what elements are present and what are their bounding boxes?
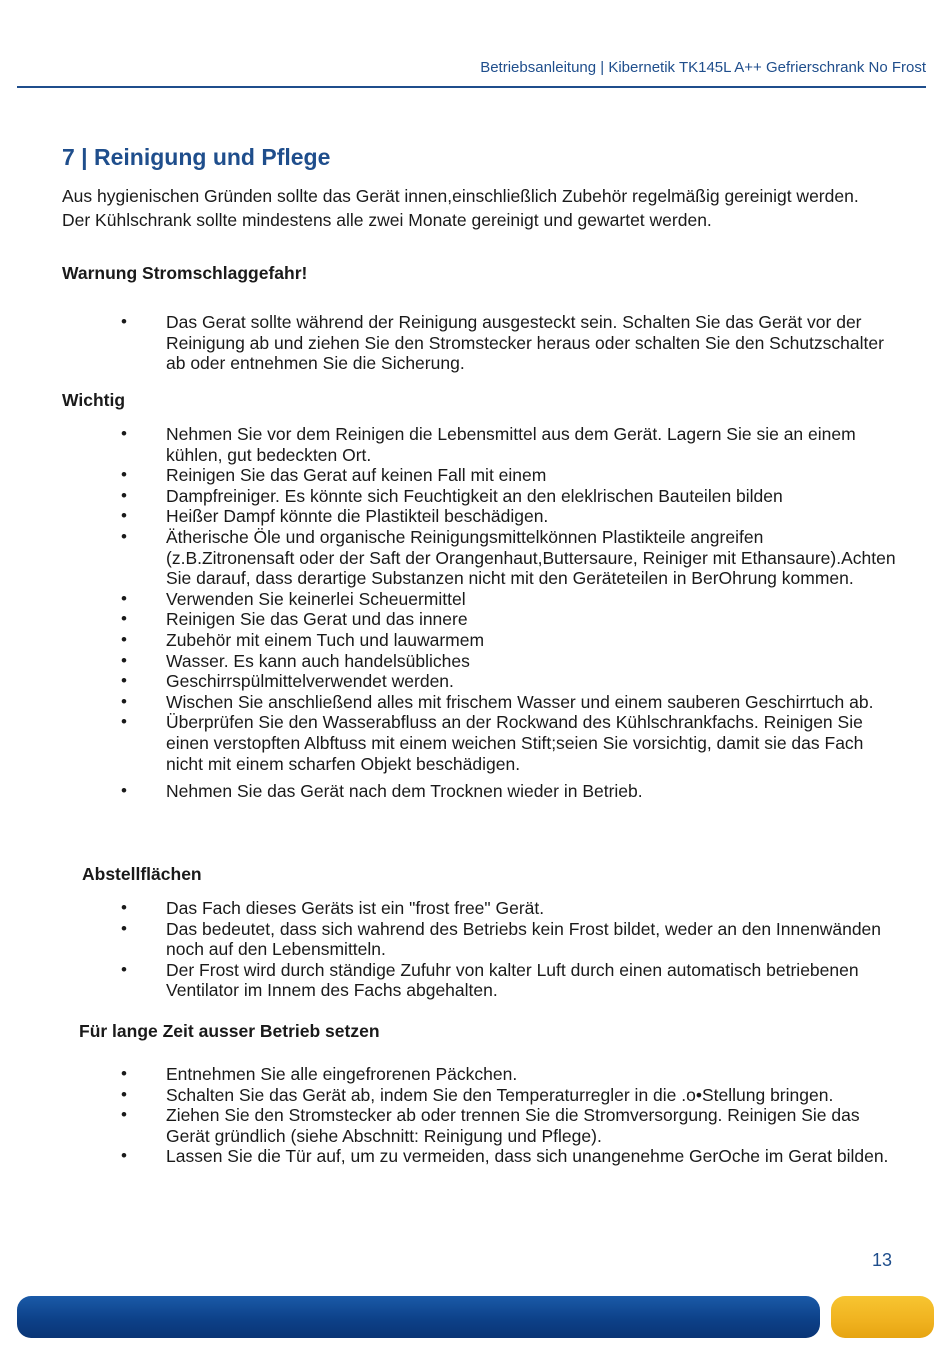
list-item: • Das Fach dieses Geräts ist ein "frost free" Gerät. (121, 898, 545, 918)
footer-bar-yellow (831, 1296, 934, 1338)
bullet-icon: • (121, 506, 127, 526)
bullet-icon: • (121, 1084, 127, 1104)
list-item: • Heißer Dampf könnte die Plastikteil beschädigen. (121, 506, 549, 527)
bullet-icon: • (121, 650, 127, 670)
list-item: • Reinigen Sie das Gerat und das innere (121, 609, 468, 630)
list-item: • Nehmen Sie das Gerät nach dem Trocknen wieder in Betrieb. (121, 781, 643, 802)
list-item: • Das bedeutet, dass sich wahrend des Betriebs kein Frost bildet, weder an den Innenwänden noch auf den Lebensmitteln. (121, 918, 882, 960)
bullet-icon: • (121, 485, 127, 505)
list-item: • Verwenden Sie keinerlei Scheuermittel (121, 588, 466, 609)
bullet-icon: • (121, 781, 127, 801)
abstellflaechen-heading: Abstellflächen (82, 864, 202, 884)
list-item: • Wasser. Es kann auch handelsübliches (121, 650, 470, 671)
bullet-icon: • (121, 588, 127, 608)
list-item: • Lassen Sie die Tür auf, um zu vermeiden, dass sich unangenehme GerOche im Gerat bilden. (121, 1146, 889, 1167)
bullet-icon: • (121, 918, 127, 938)
bullet-icon: • (121, 424, 127, 443)
page-number: 13 (871, 1250, 892, 1270)
bullet-icon: • (121, 312, 127, 331)
abstellflaechen-list (0, 898, 896, 1001)
section-title: 7 | Reinigung und Pflege (62, 144, 331, 170)
bullet-icon: • (121, 1146, 127, 1166)
bullet-icon: • (121, 609, 127, 629)
bullet-icon: • (121, 526, 127, 546)
page-header: Betriebsanleitung | Kibernetik TK145L A++ Gefrierschrank No Frost (480, 59, 926, 76)
list-item: • Wischen Sie anschließend alles mit frischem Wasser und einem sauberen Geschirrtuch ab. (121, 691, 874, 712)
lange-zeit-list (0, 1064, 896, 1167)
bullet-icon: • (121, 1105, 127, 1125)
list-item: • Das Gerat sollte während der Reinigung ausgesteckt sein. Schalten Sie das Gerät vor der Reinigung ab und ziehen Sie den Stromstecker heraus oder schalten Sie den Schutzschalter ab oder entnehmen Sie die Sicherung. (121, 312, 884, 374)
warnung-list (0, 312, 896, 374)
list-item: • Der Frost wird durch ständige Zufuhr von kalter Luft durch einen automatisch betriebenen Ventilator im Innem des Fachs abgehalten. (121, 959, 859, 1001)
section-intro: Aus hygienischen Gründen sollte das Gerät innen,einschließlich Zubehör regelmäßig gereinigt werden. Der Kühlschrank sollte mindestens alle zwei Monate gereinigt und gewartet werden. (62, 186, 859, 230)
bullet-icon: • (121, 1064, 127, 1083)
list-item: • Überprüfen Sie den Wasserabfluss an der Rockwand des Kühlschrankfachs. Reinigen Sie einen verstopften Albftuss mit einem weichen Stift;seien Sie vorsichtig, damit sie das Fach nicht mit einem scharfen Objekt beschädigen. (121, 712, 864, 774)
bullet-icon: • (121, 898, 127, 917)
list-item: • Schalten Sie das Gerät ab, indem Sie den Temperaturregler in die .o•Stellung bringen. (121, 1084, 834, 1105)
bullet-icon: • (121, 959, 127, 979)
list-item: • Ätherische Öle und organische Reinigungsmittelkönnen Plastikteile angreifen (z.B.Zitronensaft oder der Saft der Orangenhaut,Buttersaure, Reiniger mit Ethansaure).Achten Sie darauf, dass derartige Substanzen nicht mit den Geräteteilen in BerOhrung kommen. (121, 526, 896, 589)
warnung-heading: Warnung Stromschlaggefahr! (62, 263, 308, 283)
list-item: • Geschirrspülmittelverwendet werden. (121, 671, 454, 692)
footer-bar-blue (17, 1296, 820, 1338)
wichtig-heading: Wichtig (62, 390, 126, 410)
list-item: • Entnehmen Sie alle eingefrorenen Päckchen. (121, 1064, 518, 1084)
list-item: • Zubehör mit einem Tuch und lauwarmem (121, 629, 485, 650)
bullet-icon: • (121, 465, 127, 485)
list-item: • Nehmen Sie vor dem Reinigen die Lebensmittel aus dem Gerät. Lagern Sie sie an einem kühlen, gut bedeckten Ort. (121, 424, 856, 465)
bullet-icon: • (121, 671, 127, 691)
lange-zeit-heading: Für lange Zeit ausser Betrieb setzen (79, 1021, 380, 1041)
list-item: • Ziehen Sie den Stromstecker ab oder trennen Sie die Stromversorgung. Reinigen Sie das Gerät gründlich (siehe Abschnitt: Reinigung und Pflege). (121, 1105, 860, 1146)
header-divider (17, 86, 926, 88)
list-item: • Reinigen Sie das Gerat auf keinen Fall mit einem (121, 465, 547, 486)
list-item: • Dampfreiniger. Es könnte sich Feuchtigkeit an den eleklrischen Bauteilen bilden (121, 485, 783, 506)
bullet-icon: • (121, 691, 127, 711)
wichtig-list (0, 424, 896, 802)
bullet-icon: • (121, 712, 127, 732)
bullet-icon: • (121, 629, 127, 649)
